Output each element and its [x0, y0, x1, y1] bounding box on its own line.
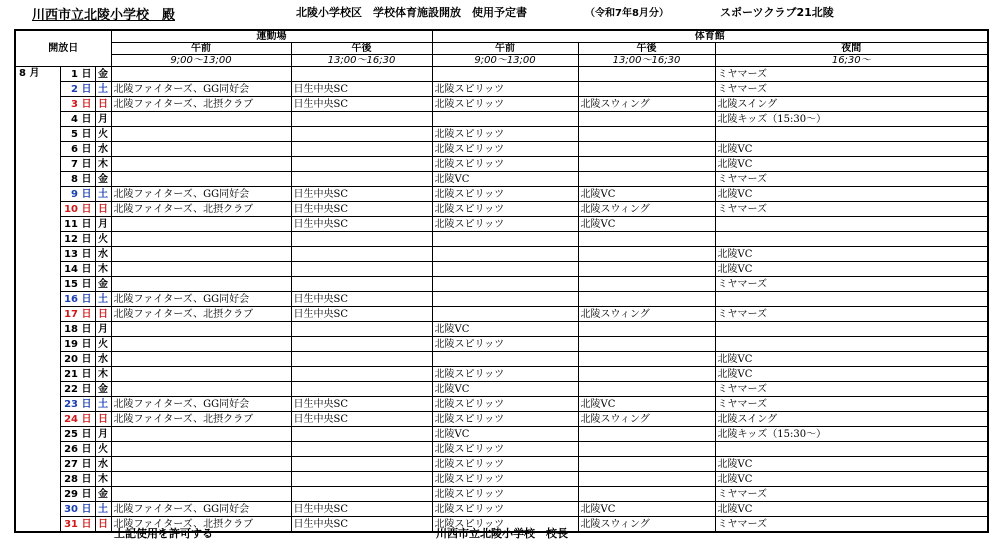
weekday-cell: 月 [95, 322, 111, 337]
gym-night-cell: 北陵VC [715, 187, 988, 202]
day-cell: 15 日 [60, 277, 95, 292]
ground-am-cell: 北陵ファイターズ、GG同好会 [111, 82, 291, 97]
table-row [15, 277, 988, 292]
day-cell: 16 日 [60, 292, 95, 307]
ground-am-cell [111, 157, 291, 172]
ground-pm-cell [291, 457, 432, 472]
ground-header: 運動場 [111, 30, 432, 43]
gym-night-cell [715, 292, 988, 307]
table-row [15, 412, 988, 427]
gym-pm-cell [578, 247, 715, 262]
weekday-cell: 水 [95, 457, 111, 472]
permit-text: 上記使用を許可する [114, 527, 213, 540]
day-cell: 6 日 [60, 142, 95, 157]
gym-am-cell: 北陵スピリッツ [432, 82, 578, 97]
ground-pm-cell: 日生中央SC [291, 97, 432, 112]
gym-am-time: 9;00～13;00 [432, 55, 578, 67]
day-cell: 22 日 [60, 382, 95, 397]
month-label: 8 月 [15, 67, 60, 533]
gym-pm-cell [578, 142, 715, 157]
weekday-cell: 木 [95, 367, 111, 382]
ground-am-cell [111, 322, 291, 337]
ground-pm-cell: 日生中央SC [291, 307, 432, 322]
ground-am-time: 9;00～13;00 [111, 55, 291, 67]
schedule-table [14, 29, 989, 533]
gym-am-cell [432, 112, 578, 127]
gym-night-cell: ミヤマーズ [715, 172, 988, 187]
table-row [15, 172, 988, 187]
day-cell: 25 日 [60, 427, 95, 442]
gym-pm-cell [578, 472, 715, 487]
ground-pm-cell [291, 472, 432, 487]
table-row [15, 397, 988, 412]
table-row [15, 487, 988, 502]
ground-am-cell [111, 127, 291, 142]
gym-night-cell: 北陵VC [715, 262, 988, 277]
table-row [15, 187, 988, 202]
ground-pm-header: 午後 [291, 43, 432, 55]
weekday-cell: 金 [95, 382, 111, 397]
ground-am-cell [111, 112, 291, 127]
ground-am-cell: 北陵ファイターズ、GG同好会 [111, 502, 291, 517]
gym-pm-cell: 北陵スウィング [578, 307, 715, 322]
gym-pm-cell: 北陵スウィング [578, 202, 715, 217]
gym-night-header: 夜間 [715, 43, 988, 55]
weekday-cell: 木 [95, 157, 111, 172]
weekday-cell: 火 [95, 337, 111, 352]
period: （令和7年8月分） [585, 8, 669, 19]
gym-night-time: 16;30～ [715, 55, 988, 67]
table-row [15, 352, 988, 367]
gym-pm-cell: 北陵スウィング [578, 517, 715, 533]
gym-night-cell [715, 217, 988, 232]
day-cell: 11 日 [60, 217, 95, 232]
gym-am-cell: 北陵スピリッツ [432, 472, 578, 487]
ground-pm-cell [291, 127, 432, 142]
gym-night-cell: ミヤマーズ [715, 277, 988, 292]
principal-signature: 川西市立北陵小学校 校長 [436, 527, 568, 540]
ground-pm-cell [291, 352, 432, 367]
gym-pm-cell [578, 442, 715, 457]
gym-am-cell [432, 247, 578, 262]
ground-pm-cell: 日生中央SC [291, 412, 432, 427]
gym-pm-cell: 北陵VC [578, 502, 715, 517]
ground-pm-cell [291, 367, 432, 382]
gym-am-cell: 北陵スピリッツ [432, 367, 578, 382]
day-cell: 26 日 [60, 442, 95, 457]
table-row [15, 112, 988, 127]
day-cell: 28 日 [60, 472, 95, 487]
gym-am-cell [432, 352, 578, 367]
weekday-cell: 月 [95, 112, 111, 127]
gym-pm-cell [578, 367, 715, 382]
weekday-cell: 木 [95, 472, 111, 487]
table-row [15, 202, 988, 217]
day-cell: 30 日 [60, 502, 95, 517]
table-row [15, 442, 988, 457]
weekday-cell: 月 [95, 427, 111, 442]
ground-pm-cell [291, 277, 432, 292]
ground-am-cell [111, 277, 291, 292]
gym-pm-cell [578, 457, 715, 472]
gym-night-cell: ミヤマーズ [715, 397, 988, 412]
ground-am-cell: 北陵ファイターズ、北摂クラブ [111, 97, 291, 112]
open-day-header: 開放日 [15, 30, 111, 67]
gym-am-cell: 北陵スピリッツ [432, 202, 578, 217]
gym-pm-cell [578, 157, 715, 172]
day-cell: 29 日 [60, 487, 95, 502]
gym-night-cell [715, 127, 988, 142]
club-name: スポーツクラブ21北陵 [720, 6, 834, 19]
weekday-cell: 日 [95, 202, 111, 217]
gym-night-cell: ミヤマーズ [715, 67, 988, 82]
ground-pm-cell [291, 442, 432, 457]
weekday-cell: 火 [95, 232, 111, 247]
gym-am-cell: 北陵スピリッツ [432, 97, 578, 112]
table-row [15, 457, 988, 472]
ground-am-cell: 北陵ファイターズ、GG同好会 [111, 187, 291, 202]
ground-pm-time: 13;00～16;30 [291, 55, 432, 67]
ground-am-header: 午前 [111, 43, 291, 55]
day-cell: 17 日 [60, 307, 95, 322]
ground-am-cell [111, 232, 291, 247]
gym-pm-cell [578, 112, 715, 127]
gym-am-cell: 北陵スピリッツ [432, 412, 578, 427]
day-cell: 27 日 [60, 457, 95, 472]
gym-pm-cell [578, 82, 715, 97]
day-cell: 31 日 [60, 517, 95, 533]
gym-night-cell: ミヤマーズ [715, 487, 988, 502]
day-cell: 14 日 [60, 262, 95, 277]
gym-am-cell: 北陵VC [432, 322, 578, 337]
ground-am-cell: 北陵ファイターズ、GG同好会 [111, 292, 291, 307]
weekday-cell: 日 [95, 412, 111, 427]
table-row [15, 502, 988, 517]
ground-am-cell: 北陵ファイターズ、GG同好会 [111, 397, 291, 412]
ground-pm-cell: 日生中央SC [291, 502, 432, 517]
gym-pm-cell [578, 382, 715, 397]
ground-am-cell [111, 472, 291, 487]
gym-night-cell: ミヤマーズ [715, 382, 988, 397]
gym-night-cell: 北陵スイング [715, 412, 988, 427]
ground-pm-cell [291, 427, 432, 442]
gym-pm-cell [578, 337, 715, 352]
gym-am-cell: 北陵スピリッツ [432, 157, 578, 172]
gym-night-cell: 北陵キッズ（15:30～） [715, 427, 988, 442]
gym-am-cell: 北陵スピリッツ [432, 397, 578, 412]
ground-pm-cell [291, 337, 432, 352]
gym-am-cell: 北陵スピリッツ [432, 442, 578, 457]
addressee: 川西市立北陵小学校 殿 [32, 8, 176, 23]
table-row [15, 157, 988, 172]
day-cell: 23 日 [60, 397, 95, 412]
gym-night-cell: 北陵VC [715, 352, 988, 367]
document-title: 北陵小学校区 学校体育施設開放 使用予定書 [296, 6, 527, 19]
gym-pm-cell [578, 262, 715, 277]
weekday-cell: 月 [95, 217, 111, 232]
ground-am-cell [111, 247, 291, 262]
weekday-cell: 水 [95, 352, 111, 367]
gym-am-header: 午前 [432, 43, 578, 55]
table-row [15, 367, 988, 382]
gym-am-cell: 北陵スピリッツ [432, 457, 578, 472]
weekday-cell: 金 [95, 172, 111, 187]
gym-night-cell: 北陵キッズ（15:30～） [715, 112, 988, 127]
gym-pm-cell [578, 352, 715, 367]
weekday-cell: 日 [95, 97, 111, 112]
day-cell: 21 日 [60, 367, 95, 382]
gym-am-cell: 北陵スピリッツ [432, 502, 578, 517]
day-cell: 7 日 [60, 157, 95, 172]
gym-am-cell: 北陵スピリッツ [432, 487, 578, 502]
ground-pm-cell: 日生中央SC [291, 517, 432, 533]
gym-night-cell [715, 232, 988, 247]
table-row [15, 217, 988, 232]
day-cell: 20 日 [60, 352, 95, 367]
ground-am-cell [111, 67, 291, 82]
weekday-cell: 金 [95, 277, 111, 292]
table-row [15, 472, 988, 487]
weekday-cell: 火 [95, 127, 111, 142]
ground-am-cell [111, 427, 291, 442]
ground-pm-cell [291, 247, 432, 262]
gym-night-cell: 北陵VC [715, 157, 988, 172]
ground-am-cell [111, 487, 291, 502]
weekday-cell: 土 [95, 82, 111, 97]
ground-pm-cell [291, 232, 432, 247]
gym-night-cell [715, 322, 988, 337]
weekday-cell: 火 [95, 442, 111, 457]
gym-am-cell [432, 277, 578, 292]
day-cell: 1 日 [60, 67, 95, 82]
day-cell: 2 日 [60, 82, 95, 97]
ground-am-cell: 北陵ファイターズ、北摂クラブ [111, 202, 291, 217]
ground-am-cell [111, 367, 291, 382]
gym-night-cell: 北陵VC [715, 367, 988, 382]
gym-am-cell [432, 292, 578, 307]
day-cell: 4 日 [60, 112, 95, 127]
gym-pm-cell [578, 172, 715, 187]
gym-pm-header: 午後 [578, 43, 715, 55]
gym-night-cell: 北陵VC [715, 502, 988, 517]
gym-pm-cell [578, 427, 715, 442]
table-row [15, 82, 988, 97]
gym-pm-cell: 北陵スウィング [578, 412, 715, 427]
weekday-cell: 土 [95, 292, 111, 307]
ground-am-cell: 北陵ファイターズ、北摂クラブ [111, 307, 291, 322]
table-row [15, 247, 988, 262]
table-row [15, 337, 988, 352]
ground-am-cell [111, 262, 291, 277]
ground-pm-cell [291, 487, 432, 502]
gym-night-cell: ミヤマーズ [715, 517, 988, 533]
gym-pm-cell: 北陵スウィング [578, 97, 715, 112]
ground-pm-cell: 日生中央SC [291, 292, 432, 307]
ground-am-cell [111, 457, 291, 472]
table-row [15, 127, 988, 142]
table-row [15, 67, 988, 82]
gym-pm-cell: 北陵VC [578, 397, 715, 412]
day-cell: 24 日 [60, 412, 95, 427]
gym-header: 体育館 [432, 30, 988, 43]
gym-night-cell: ミヤマーズ [715, 202, 988, 217]
table-row [15, 322, 988, 337]
weekday-cell: 水 [95, 142, 111, 157]
ground-am-cell [111, 337, 291, 352]
ground-am-cell [111, 142, 291, 157]
gym-night-cell [715, 337, 988, 352]
ground-pm-cell [291, 112, 432, 127]
ground-pm-cell: 日生中央SC [291, 217, 432, 232]
ground-pm-cell [291, 382, 432, 397]
gym-pm-cell [578, 67, 715, 82]
gym-night-cell: 北陵VC [715, 472, 988, 487]
gym-pm-cell [578, 127, 715, 142]
ground-pm-cell [291, 157, 432, 172]
weekday-cell: 日 [95, 517, 111, 533]
ground-pm-cell [291, 262, 432, 277]
gym-night-cell [715, 442, 988, 457]
day-cell: 13 日 [60, 247, 95, 262]
weekday-cell: 日 [95, 307, 111, 322]
gym-am-cell: 北陵スピリッツ [432, 187, 578, 202]
ground-am-cell [111, 217, 291, 232]
day-cell: 8 日 [60, 172, 95, 187]
ground-pm-cell: 日生中央SC [291, 187, 432, 202]
gym-night-cell: 北陵VC [715, 457, 988, 472]
table-row [15, 232, 988, 247]
weekday-cell: 水 [95, 247, 111, 262]
weekday-cell: 木 [95, 262, 111, 277]
ground-pm-cell [291, 67, 432, 82]
gym-pm-cell: 北陵VC [578, 217, 715, 232]
ground-pm-cell: 日生中央SC [291, 202, 432, 217]
gym-am-cell [432, 232, 578, 247]
day-cell: 10 日 [60, 202, 95, 217]
day-cell: 9 日 [60, 187, 95, 202]
ground-am-cell [111, 352, 291, 367]
gym-am-cell: 北陵VC [432, 427, 578, 442]
gym-am-cell [432, 67, 578, 82]
table-row [15, 382, 988, 397]
weekday-cell: 土 [95, 397, 111, 412]
weekday-cell: 土 [95, 502, 111, 517]
ground-am-cell: 北陵ファイターズ、北摂クラブ [111, 517, 291, 533]
gym-am-cell: 北陵スピリッツ [432, 337, 578, 352]
weekday-cell: 金 [95, 67, 111, 82]
gym-am-cell: 北陵VC [432, 172, 578, 187]
weekday-cell: 土 [95, 187, 111, 202]
ground-pm-cell [291, 322, 432, 337]
gym-am-cell: 北陵VC [432, 382, 578, 397]
gym-pm-cell [578, 292, 715, 307]
gym-am-cell: 北陵スピリッツ [432, 142, 578, 157]
gym-night-cell: 北陵VC [715, 247, 988, 262]
ground-pm-cell [291, 142, 432, 157]
ground-pm-cell: 日生中央SC [291, 82, 432, 97]
gym-pm-cell: 北陵VC [578, 187, 715, 202]
ground-pm-cell: 日生中央SC [291, 397, 432, 412]
gym-am-cell: 北陵スピリッツ [432, 517, 578, 533]
table-row [15, 427, 988, 442]
day-cell: 3 日 [60, 97, 95, 112]
table-row [15, 97, 988, 112]
gym-pm-time: 13;00～16;30 [578, 55, 715, 67]
ground-am-cell [111, 382, 291, 397]
day-cell: 12 日 [60, 232, 95, 247]
gym-night-cell: 北陵VC [715, 142, 988, 157]
day-cell: 5 日 [60, 127, 95, 142]
gym-night-cell: ミヤマーズ [715, 82, 988, 97]
gym-am-cell: 北陵スピリッツ [432, 217, 578, 232]
gym-am-cell [432, 262, 578, 277]
table-row [15, 142, 988, 157]
gym-night-cell: ミヤマーズ [715, 307, 988, 322]
gym-am-cell: 北陵スピリッツ [432, 127, 578, 142]
ground-am-cell [111, 172, 291, 187]
gym-am-cell [432, 307, 578, 322]
ground-am-cell [111, 442, 291, 457]
gym-pm-cell [578, 322, 715, 337]
weekday-cell: 金 [95, 487, 111, 502]
ground-pm-cell [291, 172, 432, 187]
gym-pm-cell [578, 487, 715, 502]
gym-pm-cell [578, 232, 715, 247]
day-cell: 18 日 [60, 322, 95, 337]
ground-am-cell: 北陵ファイターズ、北摂クラブ [111, 412, 291, 427]
gym-night-cell: 北陵スイング [715, 97, 988, 112]
day-cell: 19 日 [60, 337, 95, 352]
table-row [15, 292, 988, 307]
table-row [15, 307, 988, 322]
gym-pm-cell [578, 277, 715, 292]
table-row [15, 262, 988, 277]
